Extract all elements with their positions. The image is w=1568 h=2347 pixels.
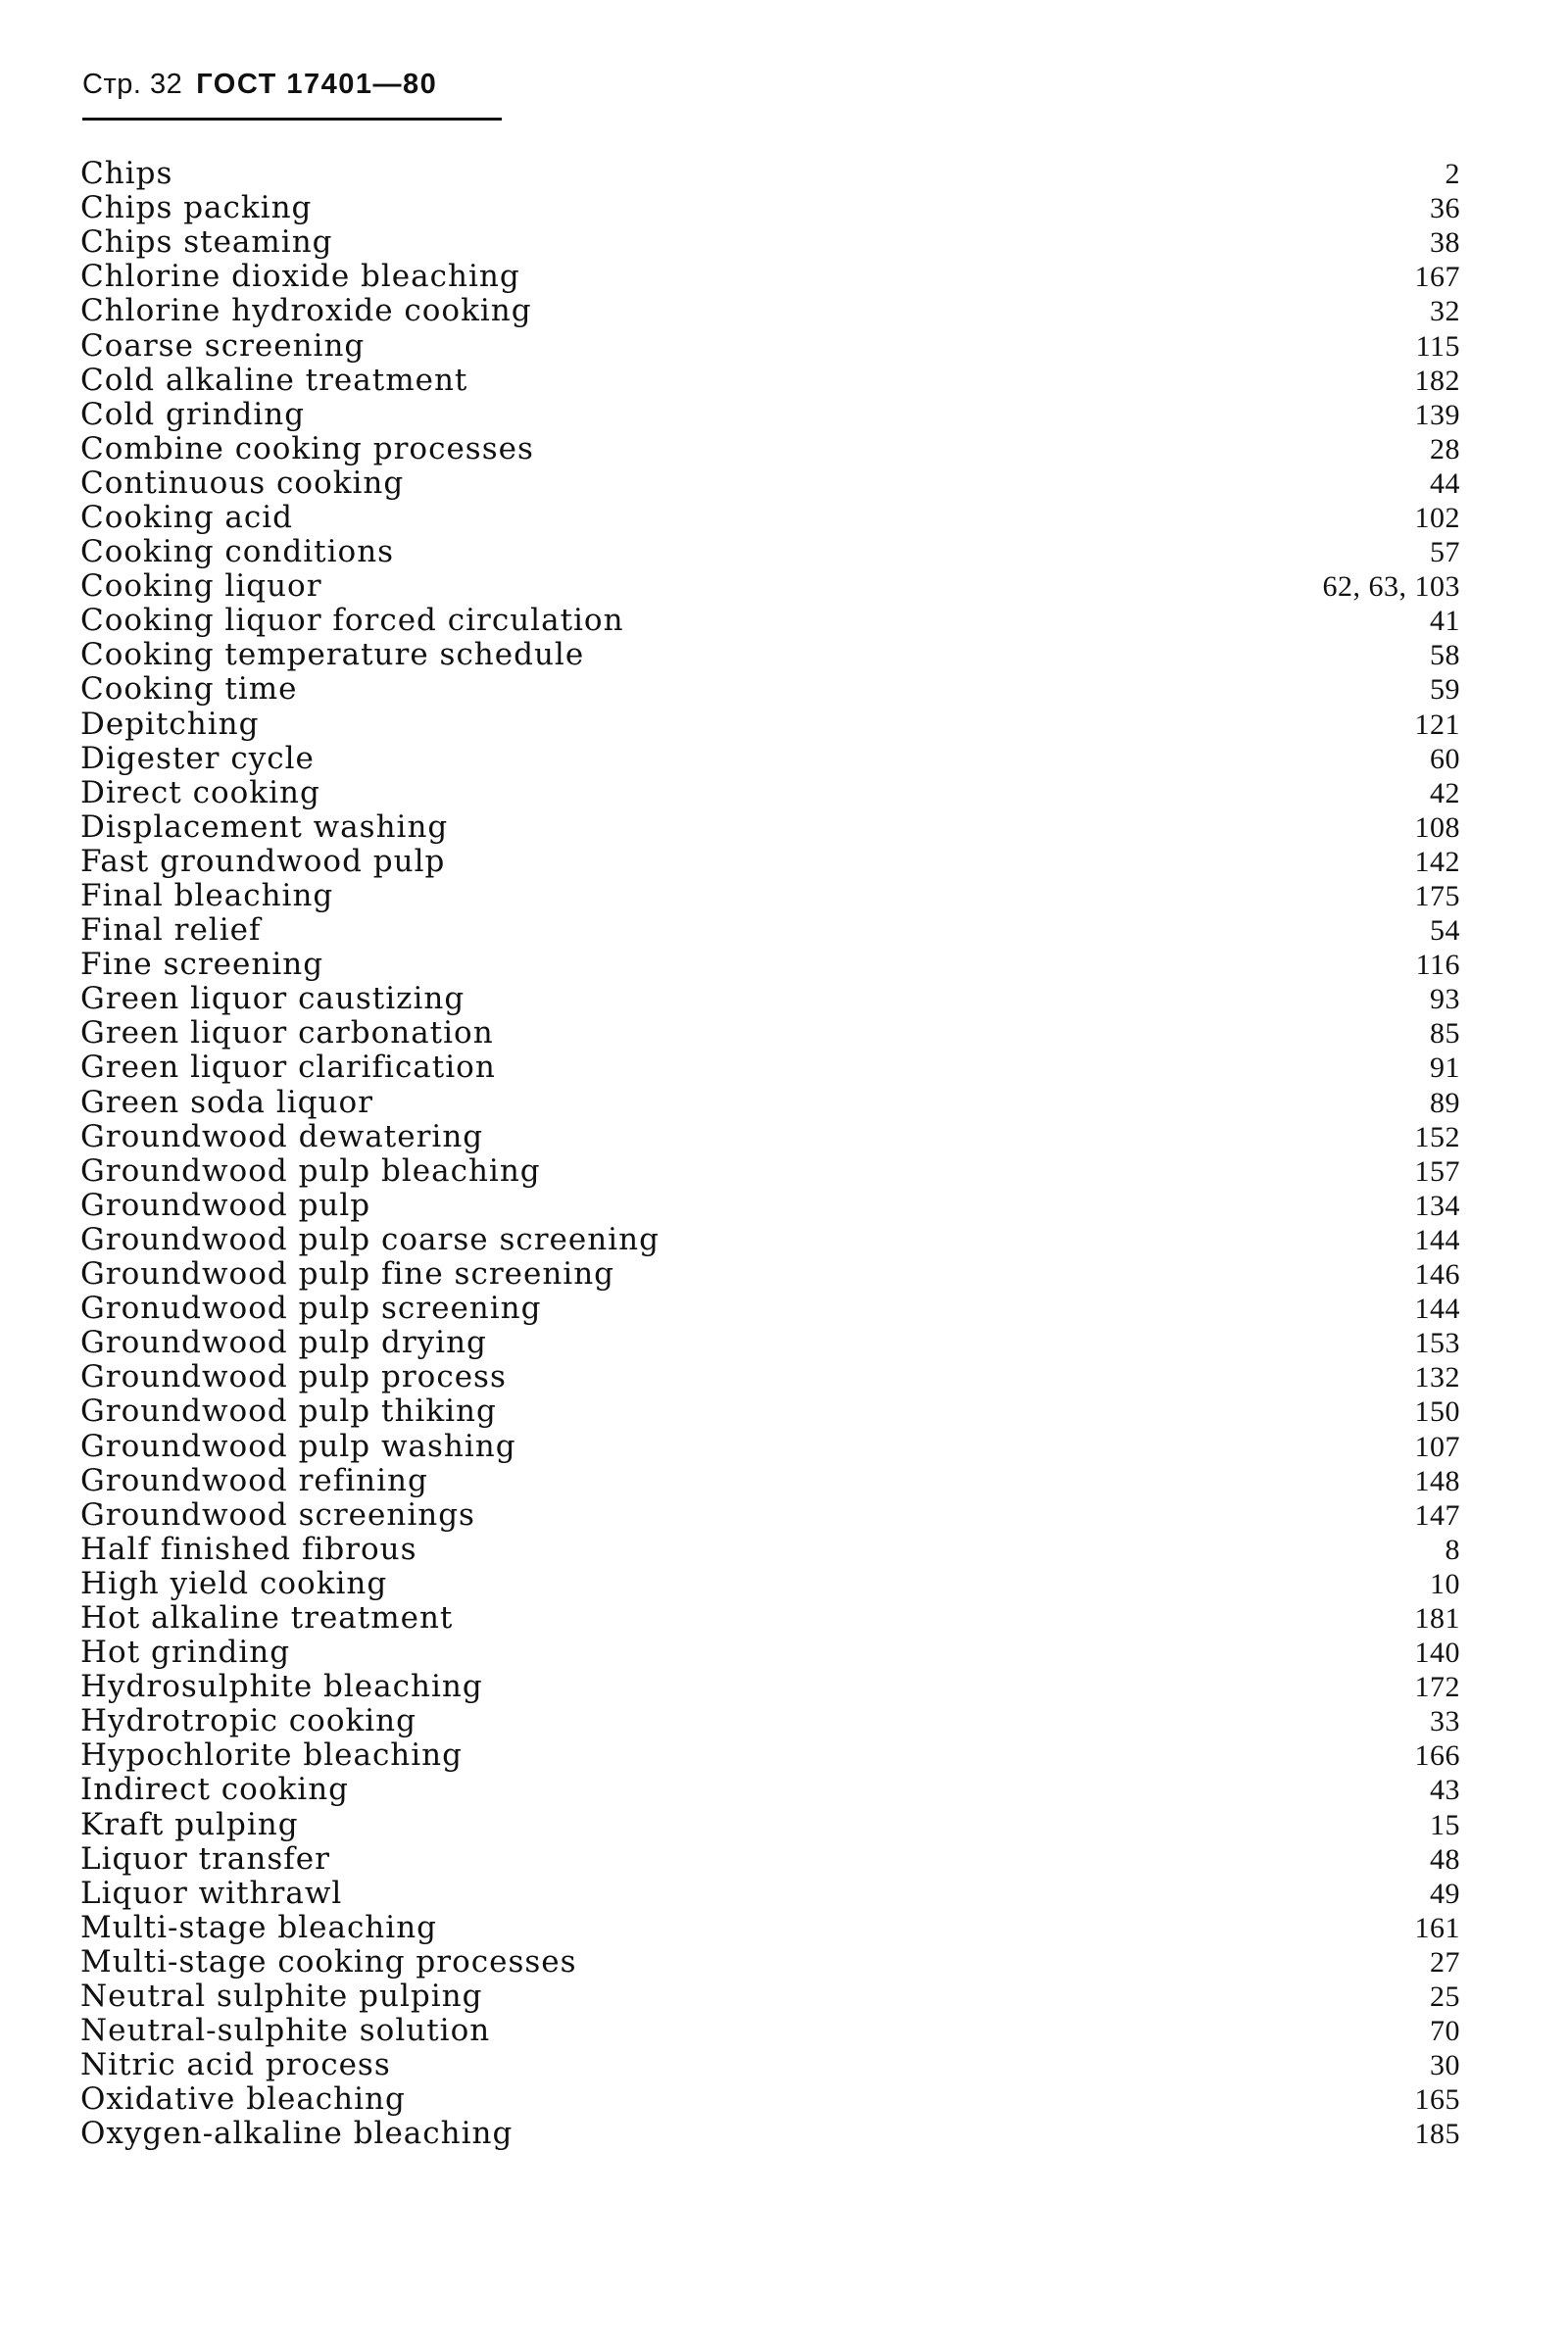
index-term: Nitric acid process (80, 2047, 391, 2083)
index-term: Chips steaming (80, 224, 333, 261)
index-term: Groundwood pulp drying (80, 1325, 487, 1361)
index-term: Continuous cooking (80, 465, 405, 501)
index-entry (80, 2117, 1460, 2151)
index-term-number: 161 (1414, 1911, 1460, 1944)
index-entry (80, 1738, 1460, 1773)
index-term: Green liquor caustizing (80, 981, 466, 1017)
index-term-number: 30 (1430, 2049, 1460, 2082)
index-entry (80, 2048, 1460, 2082)
index-term: Cooking temperature schedule (80, 637, 585, 673)
index-entry (80, 260, 1460, 294)
index-entry (80, 466, 1460, 501)
index-entry (80, 1326, 1460, 1360)
index-term-number: 172 (1414, 1671, 1460, 1704)
index-entry (80, 1877, 1460, 1911)
index-term-number: 33 (1430, 1705, 1460, 1738)
index-entry (80, 1394, 1460, 1429)
index-term: Combine cooking processes (80, 430, 534, 466)
index-term: Cooking conditions (80, 534, 395, 570)
index-term: Groundwood screenings (80, 1496, 475, 1533)
index-entry (80, 191, 1460, 225)
index-term-number: 165 (1414, 2083, 1460, 2117)
index-entry (80, 1154, 1460, 1189)
index-term: Green liquor clarification (80, 1050, 496, 1086)
index-entry (80, 776, 1460, 810)
index-term: Hot alkaline treatment (80, 1599, 454, 1636)
index-term-number: 49 (1430, 1877, 1460, 1910)
index-term: High yield cooking (80, 1565, 388, 1601)
index-term: Oxygen-alkaline bleaching (80, 2116, 514, 2152)
index-entry (80, 501, 1460, 535)
index-term-number: 182 (1414, 364, 1460, 397)
index-entry (80, 1636, 1460, 1670)
index-entry (80, 432, 1460, 466)
index-entry (80, 1257, 1460, 1292)
index-entry (80, 742, 1460, 776)
index-term-number: 85 (1430, 1017, 1460, 1051)
page-header (82, 69, 437, 101)
index-term: Neutral-sulphite solution (80, 2013, 491, 2049)
index-entry (80, 879, 1460, 913)
index-entry (80, 1601, 1460, 1636)
index-term-number: 57 (1430, 536, 1460, 569)
index-entry (80, 1842, 1460, 1877)
index-entry (80, 569, 1460, 604)
index-entry (80, 1911, 1460, 1945)
index-term-number: 38 (1430, 226, 1460, 260)
index-term: Chips (80, 156, 173, 192)
index-term: Green soda liquor (80, 1084, 373, 1120)
index-term-number: 185 (1414, 2118, 1460, 2151)
index-term-number: 121 (1414, 708, 1460, 741)
index-term: Hot grinding (80, 1635, 291, 1671)
index-entry (80, 1808, 1460, 1842)
index-entry (80, 294, 1460, 328)
index-entry (80, 982, 1460, 1016)
index-entry (80, 1464, 1460, 1498)
index-term-number: 48 (1430, 1842, 1460, 1876)
index-entry (80, 708, 1460, 742)
index-term-number: 144 (1414, 1223, 1460, 1256)
index-term: Multi-stage bleaching (80, 1909, 437, 1945)
index-term-number: 91 (1430, 1051, 1460, 1085)
index-term: Hypochlorite bleaching (80, 1737, 463, 1774)
index-term-number: 32 (1430, 295, 1460, 328)
index-term-number: 142 (1414, 845, 1460, 878)
index-term: Groundwood pulp process (80, 1359, 507, 1395)
standard-title: ГОСТ 17401—80 (196, 69, 438, 100)
index-entry (80, 1051, 1460, 1085)
index-entry (80, 1016, 1460, 1051)
index-entry (80, 398, 1460, 432)
index-entry (80, 1223, 1460, 1257)
index-term-number: 152 (1414, 1120, 1460, 1153)
index-term-number: 93 (1430, 983, 1460, 1016)
index-term-number: 134 (1414, 1189, 1460, 1222)
index-term-number: 36 (1430, 192, 1460, 225)
index-term: Final relief (80, 912, 262, 949)
index-term-number: 108 (1414, 810, 1460, 844)
index-term: Groundwood pulp (80, 1187, 371, 1223)
index-entry (80, 1498, 1460, 1533)
index-entry (80, 913, 1460, 948)
index-term-number: 181 (1414, 1601, 1460, 1635)
index-term: Groundwood pulp bleaching (80, 1152, 541, 1189)
index-term: Green liquor carbonation (80, 1015, 494, 1051)
index-entry (80, 1360, 1460, 1394)
index-term-number: 139 (1414, 398, 1460, 431)
index-term: Chlorine hydroxide cooking (80, 293, 532, 329)
index-term-number: 28 (1430, 432, 1460, 465)
index-term-number: 59 (1430, 673, 1460, 707)
index-entry (80, 1980, 1460, 2014)
index-term: Cold alkaline treatment (80, 362, 468, 398)
index-entry (80, 157, 1460, 191)
index-term-number: 27 (1430, 1945, 1460, 1979)
index-term-number: 150 (1414, 1395, 1460, 1429)
index-term-number: 44 (1430, 466, 1460, 500)
index-entry (80, 1292, 1460, 1326)
index-term-number: 70 (1430, 2015, 1460, 2048)
index-term-number: 15 (1430, 1808, 1460, 1841)
index-entry (80, 604, 1460, 638)
index-term-number: 89 (1430, 1086, 1460, 1119)
index-term-number: 175 (1414, 880, 1460, 913)
index-term: Chips packing (80, 190, 313, 226)
index-term-number: 54 (1430, 914, 1460, 948)
index-term-number: 166 (1414, 1739, 1460, 1773)
index-term: Cooking liquor forced circulation (80, 603, 624, 639)
index-term-number: 132 (1414, 1361, 1460, 1394)
index-term: Digester cycle (80, 740, 315, 776)
index-entry (80, 1429, 1460, 1463)
index-term-number: 153 (1414, 1327, 1460, 1360)
index-term-number: 157 (1414, 1154, 1460, 1188)
index-entry (80, 810, 1460, 845)
index-term-number: 102 (1414, 501, 1460, 534)
index-term: Coarse screening (80, 327, 366, 364)
index-term: Kraft pulping (80, 1806, 299, 1842)
index-term-number: 58 (1430, 639, 1460, 672)
index-term-number: 148 (1414, 1464, 1460, 1497)
index-term: Fine screening (80, 947, 324, 983)
index-entry (80, 1533, 1460, 1567)
index-term-number: 10 (1430, 1567, 1460, 1600)
index-term-number: 167 (1414, 261, 1460, 294)
index-entry (80, 948, 1460, 982)
index-entry (80, 1773, 1460, 1807)
index-entry (80, 1567, 1460, 1601)
index-term: Fast groundwood pulp (80, 843, 446, 879)
index-term: Final bleaching (80, 878, 334, 914)
index-term-number: 62, 63, 103 (1322, 570, 1460, 604)
index-entry (80, 845, 1460, 879)
index-entry (80, 328, 1460, 363)
index-term: Groundwood dewatering (80, 1118, 484, 1154)
index-term-number: 8 (1445, 1533, 1460, 1566)
index-term: Cooking time (80, 671, 298, 708)
index-entry (80, 225, 1460, 260)
index-term: Groundwood pulp washing (80, 1428, 516, 1464)
index-list (80, 157, 1460, 2151)
index-term-number: 144 (1414, 1293, 1460, 1326)
index-term-number: 107 (1414, 1430, 1460, 1463)
index-term-number: 146 (1414, 1258, 1460, 1292)
index-term: Cold grinding (80, 396, 306, 432)
index-entry (80, 1120, 1460, 1154)
index-entry (80, 1189, 1460, 1223)
index-term: Liquor withrawl (80, 1875, 343, 1911)
index-term: Hydrotropic cooking (80, 1703, 416, 1739)
index-term: Depitching (80, 706, 260, 742)
index-term-number: 43 (1430, 1774, 1460, 1807)
index-term: Chlorine dioxide bleaching (80, 259, 520, 295)
index-entry (80, 672, 1460, 707)
index-term: Cooking acid (80, 499, 294, 535)
index-term-number: 2 (1445, 158, 1460, 191)
index-term: Indirect cooking (80, 1772, 350, 1808)
index-term: Groundwood pulp fine screening (80, 1256, 615, 1293)
index-entry (80, 1086, 1460, 1120)
index-term: Neutral sulphite pulping (80, 1979, 483, 2015)
page-number: Стр. 32 (82, 69, 183, 100)
header-rule (82, 118, 502, 121)
index-entry (80, 2082, 1460, 2117)
index-term-number: 42 (1430, 776, 1460, 809)
index-term: Direct cooking (80, 774, 320, 810)
index-term-number: 25 (1430, 1980, 1460, 2014)
index-entry (80, 364, 1460, 398)
index-term: Groundwood pulp thiking (80, 1394, 497, 1430)
index-term-number: 115 (1415, 329, 1460, 363)
index-entry (80, 2014, 1460, 2048)
index-term: Groundwood refining (80, 1462, 428, 1498)
index-entry (80, 638, 1460, 672)
index-entry (80, 1670, 1460, 1704)
index-term: Oxidative bleaching (80, 2081, 406, 2118)
index-term: Cooking liquor (80, 568, 322, 605)
index-term: Displacement washing (80, 808, 449, 845)
index-entry (80, 535, 1460, 569)
index-term-number: 116 (1415, 949, 1460, 982)
index-term-number: 41 (1430, 605, 1460, 638)
index-term-number: 147 (1414, 1498, 1460, 1532)
index-entry (80, 1945, 1460, 1980)
index-term: Half finished fibrous (80, 1531, 417, 1567)
index-term-number: 60 (1430, 742, 1460, 775)
index-term-number: 140 (1414, 1637, 1460, 1670)
index-entry (80, 1704, 1460, 1738)
index-term: Groundwood pulp coarse screening (80, 1221, 660, 1257)
index-term: Multi-stage cooking processes (80, 1943, 577, 1980)
index-term: Hydrosulphite bleaching (80, 1669, 483, 1705)
index-term: Liquor transfer (80, 1840, 330, 1877)
index-term: Gronudwood pulp screening (80, 1291, 542, 1327)
